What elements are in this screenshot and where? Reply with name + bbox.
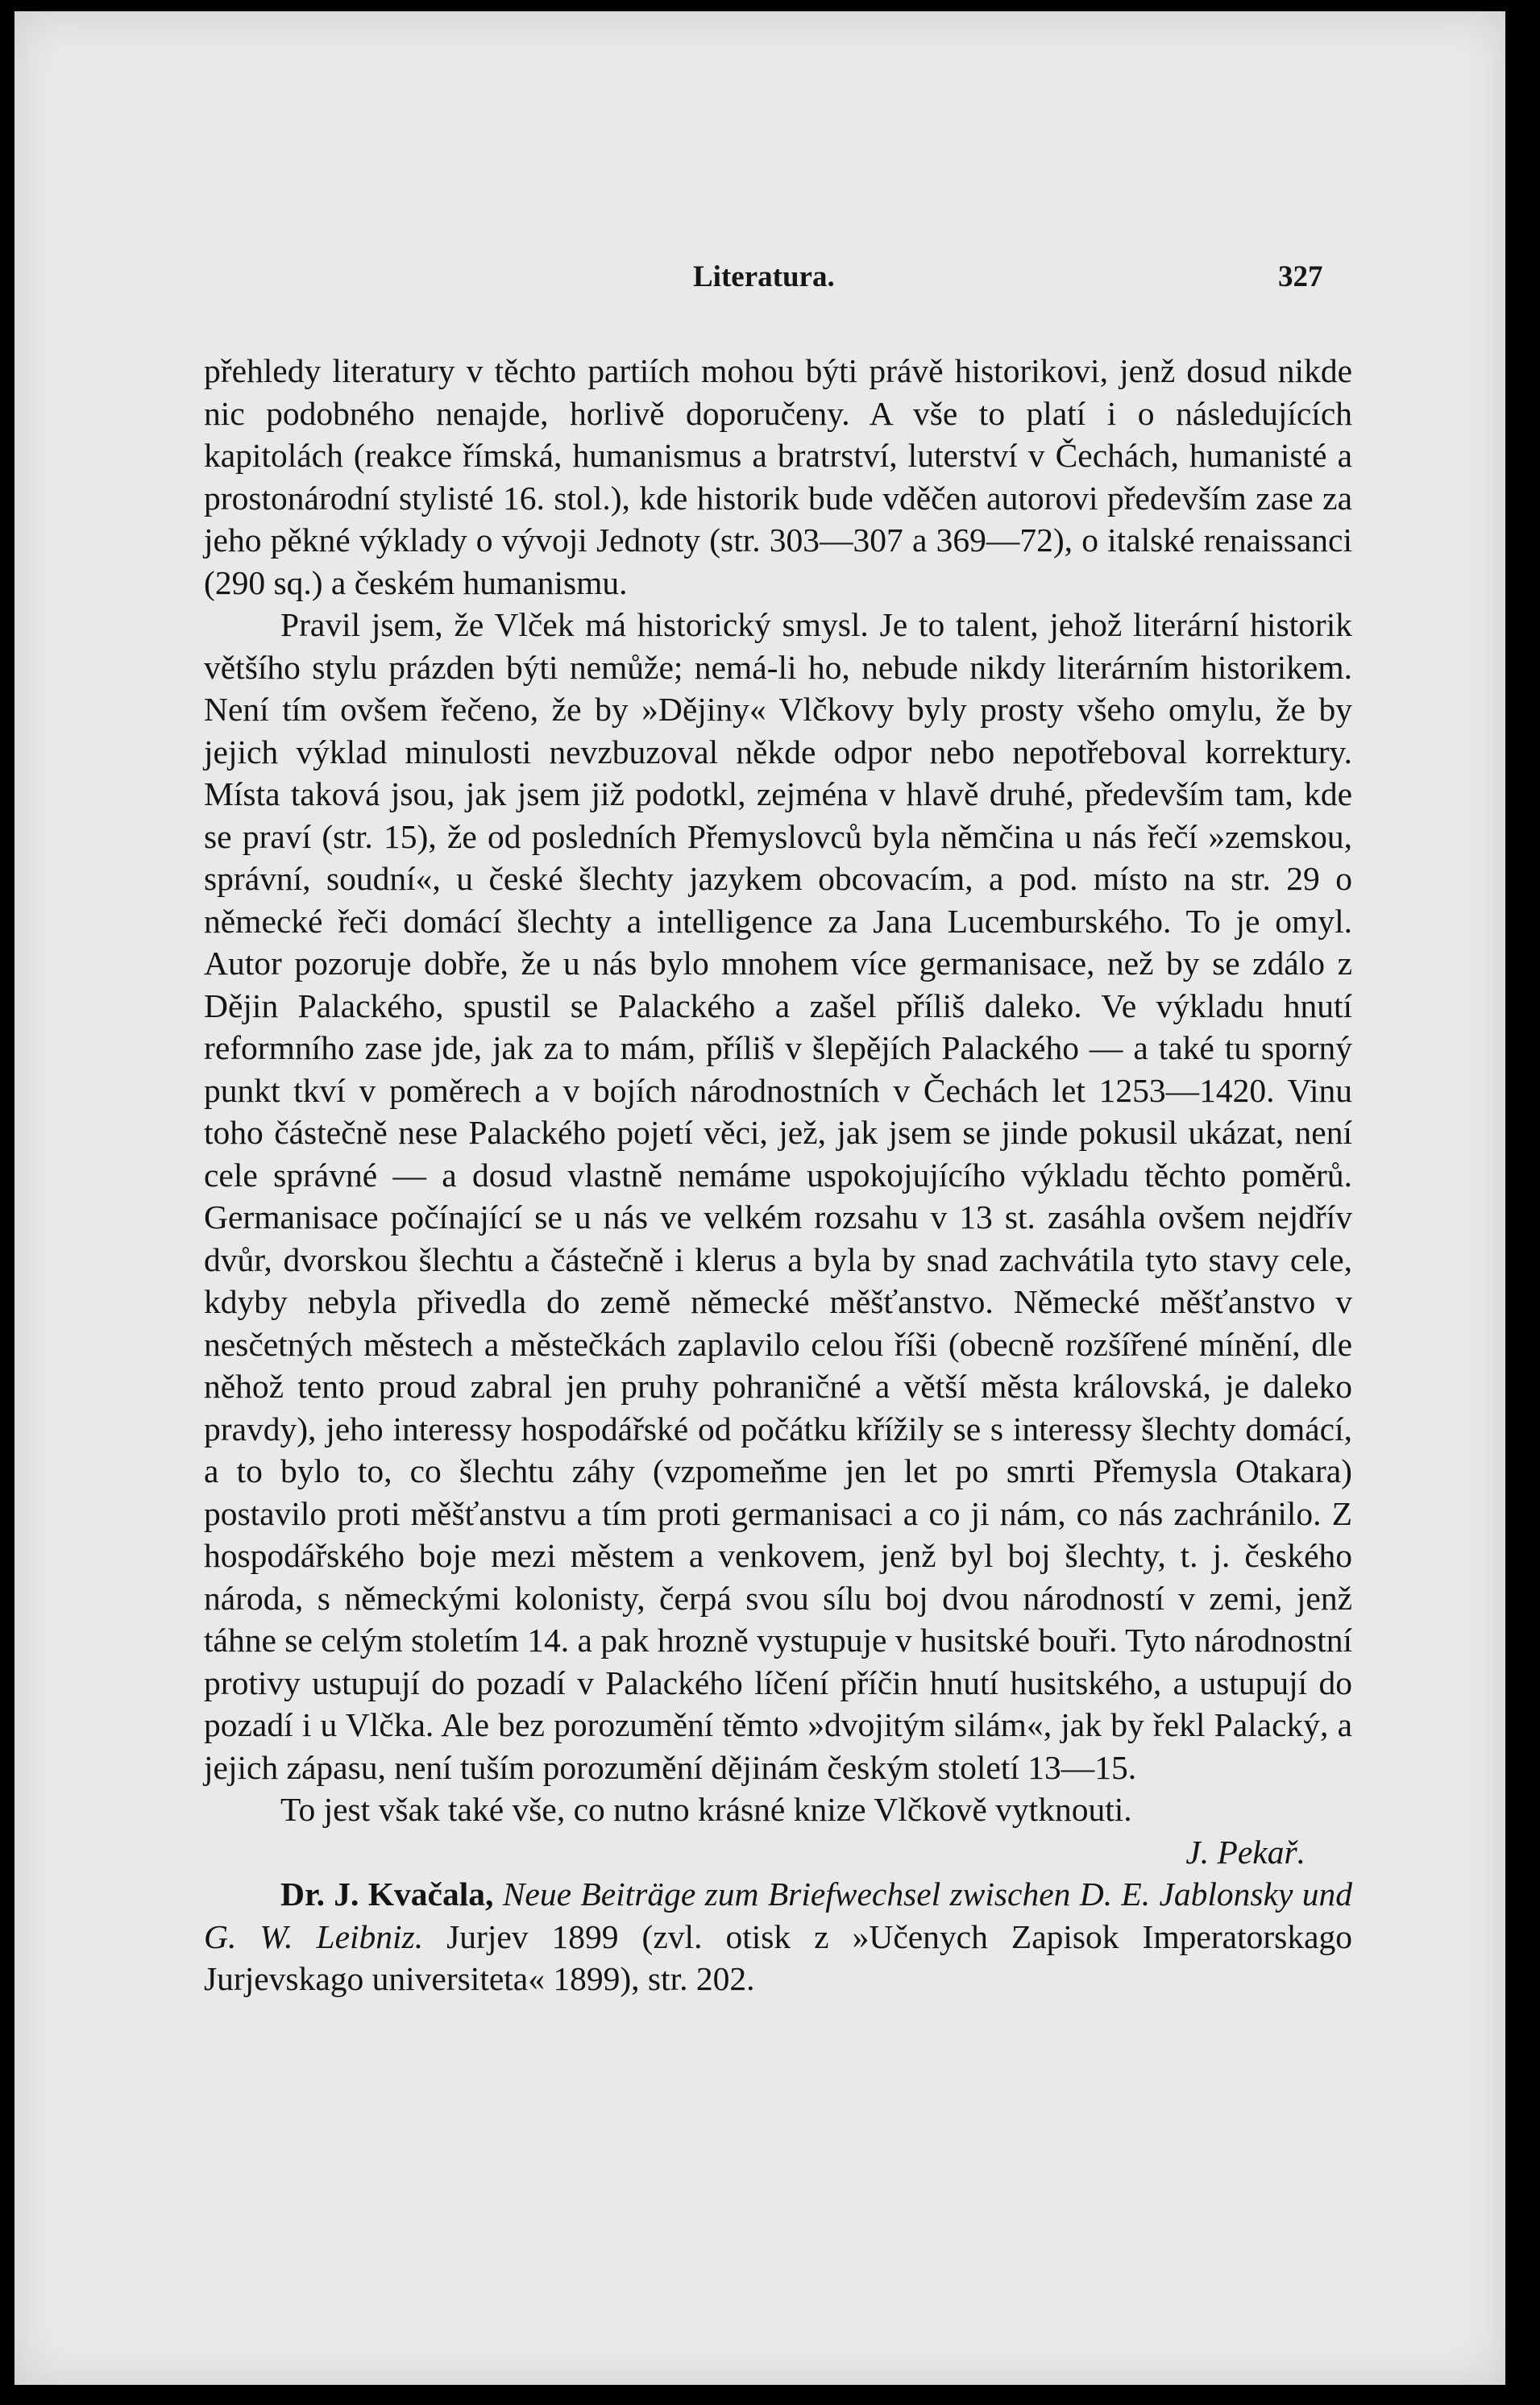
running-head: Literatura.	[693, 260, 835, 293]
book-page	[15, 11, 1505, 2385]
page-number: 327	[1278, 260, 1323, 293]
review-entry	[204, 1873, 1352, 2000]
article-text	[204, 350, 1352, 2000]
paragraph-3: To jest však také vše, co nutno krásné knize Vlčkově vytknouti.	[280, 1791, 1132, 1828]
signature: J. Pekař.	[1185, 1833, 1305, 1871]
review-details: Jurjev 1899 (zvl. otisk z »Učenych Zapisok Imperatorskago Jurjevskago universiteta« 1899), str. 202.	[204, 1917, 1352, 1997]
paragraph-1: přehledy literatury v těchto partiích mohou býti právě historikovi, jenž dosud nikde nic podobného nenajde, horlivě doporučeny. A vše to platí i o následujících kapitolách (reakce římská, humanismus a bratrství, luterství v Čechách, humanisté a prostonárodní stylisté 16. stol.), kde historik bude vděčen autorovi především zase za jeho pěkné výklady o vývoji Jednoty (str. 303—307 a 369—72), o italské renaissanci (290 sq.) a českém humanismu.	[204, 352, 1352, 601]
review-title: Neue Beiträge zum Briefwechsel zwischen D. E. Jablonsky und G. W. Leibniz.	[204, 1875, 1353, 1955]
paragraph-2: Pravil jsem, že Vlček má historický smysl. Je to talent, jehož literární historik většího stylu prázden býti nemůže; nemá-li ho, nebude nikdy literárním historikem. Není tím ovšem řečeno, že by »Dějiny« Vlčkovy byly prosty všeho omylu, že by jejich výklad minulosti nevzbuzoval někde odpor nebo nepotřeboval korrektury. Místa taková jsou, jak jsem již podotkl, zejména v hlavě druhé, především tam, kde se praví (str. 15), že od posledních Přemyslovců byla němčina u nás řečí »zemskou, správní, soudní«, u české šlechty jazykem obcovacím, a pod. místo na str. 29 o německé řeči domácí šlechty a intelligence za Jana Lucemburského. To je omyl. Autor pozoruje dobře, že u nás bylo mnohem více germanisace, než by se zdálo z Dějin Palackého, spustil se Palackého a zašel příliš daleko. Ve výkladu hnutí reformního zase jde, jak za to mám, příliš v šlepějích Palackého — a také tu sporný punkt tkví v poměrech a v bojích národnostních v Čechách let 1253—1420. Vinu toho částečně nese Palackého pojetí věci, jež, jak jsem se jinde pokusil ukázat, není cele správné — a dosud vlastně nemáme uspokojujícího výkladu těchto poměrů. Germanisace počínající se u nás ve velkém rozsahu v 13 st. zasáhla ovšem nejdřív dvůr, dvorskou šlechtu a částečně i klerus a byla by snad zachvátila tyto stavy cele, kdyby nebyla přivedla do země německé měšťanstvo. Německé měšťanstvo v nesčetných městech a městečkách zaplavilo celou říši (obecně rozšířené mínění, dle něhož tento proud zabral jen pruhy pohraničné a větší města královská, je daleko pravdy), jeho interessy hospodářské od počátku křížily se s interessy šlechty domácí, a to bylo to, co šlechtu záhy (vzpomeňme jen let po smrti Přemysla Otakara) postavilo proti měšťanstvu a tím proti germanisaci a co ji nám, co nás zachránilo. Z hospodářského boje mezi městem a venkovem, jenž byl boj šlechty, t. j. českého národa, s německými kolonisty, čerpá svou sílu boj dvou národností v zemi, jenž táhne se celým stoletím 14. a pak hrozně vystupuje v husitské bouři. Tyto národnostní protivy ustupují do pozadí v Palackého líčení příčin hnutí husitského, a ustupují do pozadí i u Vlčka. Ale bez porozumění těmto »dvojitým silám«, jak by řekl Palacký, a jejich zápasu, není tuším porozumění dějinám českým století 13—15.	[204, 606, 1352, 1786]
review-author: Dr. J. Kvačala,	[280, 1875, 494, 1913]
